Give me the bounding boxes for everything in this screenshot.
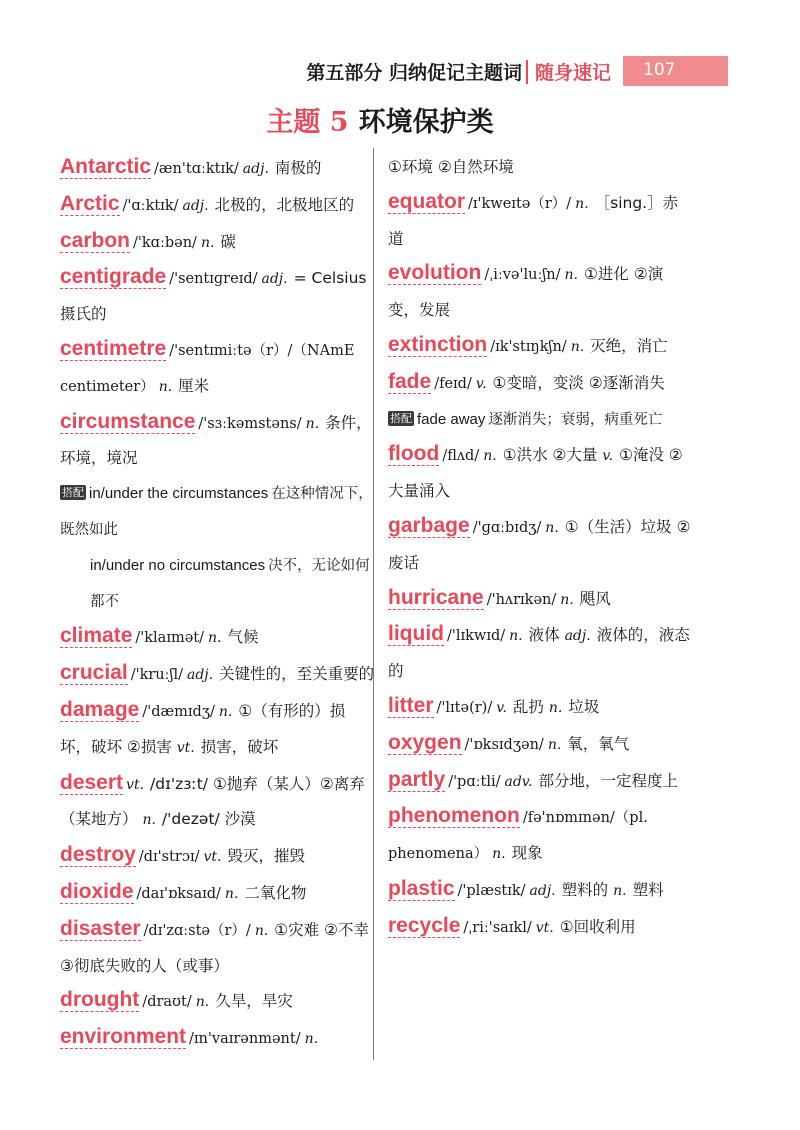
collocation-phrase: in/under the circumstances xyxy=(89,485,269,503)
vocab-entry xyxy=(388,872,693,909)
vocab-entry xyxy=(388,909,693,946)
part-of-speech: vt. xyxy=(535,919,554,936)
headword: centimetre xyxy=(60,336,167,360)
collocation-meaning: 决不，无论如何都不 xyxy=(90,557,370,610)
part-of-speech: adj. xyxy=(529,882,556,899)
pronunciation: /flʌd/ xyxy=(442,448,480,465)
collocation-phrase: fade away xyxy=(417,410,486,428)
part-of-speech: n. xyxy=(305,415,320,432)
pronunciation: /ɪn'vaɪrənmənt/ xyxy=(189,1031,301,1048)
part-of-speech: vt. xyxy=(126,776,145,793)
definition: 碳 xyxy=(220,232,236,251)
definition: /dɪ'zɜːt/ ①抛弃（某人）②离弃（某地方） xyxy=(60,774,365,829)
collocation-meaning: 在这种情况下，既然如此 xyxy=(60,486,373,538)
left-column xyxy=(60,150,375,1057)
definition: 飓风 xyxy=(579,589,611,608)
part-of-speech: n. xyxy=(575,195,589,212)
headword: litter xyxy=(388,693,434,717)
vocab-entry xyxy=(60,619,375,656)
definition: 液体 xyxy=(528,626,560,645)
pronunciation: /'ɑːktɪk/ xyxy=(122,197,179,214)
pronunciation: /'sentɪɡreɪd/ xyxy=(169,271,258,288)
vocab-entry xyxy=(60,656,375,693)
part-of-speech: adj. xyxy=(261,271,288,288)
definition: 南极的 xyxy=(274,159,322,177)
definition: 灭绝，消亡 xyxy=(590,336,668,355)
definition: 部分地，一定程度上 xyxy=(538,771,679,790)
headword: damage xyxy=(60,697,140,721)
topic-number: 主题 5 xyxy=(266,107,349,138)
pronunciation: /dɪ'strɔɪ/ xyxy=(138,849,200,866)
part-of-speech: n. xyxy=(254,922,269,939)
headword: dioxide xyxy=(60,879,134,903)
pronunciation: /'hʌrɪkən/ xyxy=(486,591,557,608)
vocab-entry xyxy=(388,509,693,581)
vocab-entry xyxy=(388,437,693,509)
vocab-entry xyxy=(60,983,375,1020)
part-of-speech: n. xyxy=(547,736,562,753)
right-column xyxy=(388,150,693,946)
definition: 毁灭，摧毁 xyxy=(227,847,306,866)
pronunciation: /'plæstɪk/ xyxy=(457,882,526,899)
headword: plastic xyxy=(388,876,455,900)
pronunciation: /'sentɪmiːtə（r）/（NAmE centimeter） xyxy=(60,342,355,395)
definition: 氧，氧气 xyxy=(567,734,630,753)
vocab-entry xyxy=(60,766,375,839)
headword: centigrade xyxy=(60,265,167,289)
headword: phenomenon xyxy=(388,804,520,828)
headword: partly xyxy=(388,767,446,791)
pronunciation: /'dæmɪdʒ/ xyxy=(142,703,215,720)
part-of-speech: n. xyxy=(509,628,523,645)
pronunciation: /feɪd/ xyxy=(434,375,472,392)
definition: ①灾难 ②不幸 ③彻底失败的人（或事） xyxy=(60,920,369,975)
part-of-speech: n. xyxy=(142,812,156,829)
part-of-speech: v. xyxy=(475,375,487,392)
definition: 垃圾 xyxy=(568,697,600,716)
part-of-speech: vt. xyxy=(176,739,195,756)
definition: 厘米 xyxy=(178,376,210,395)
pronunciation: /'klaɪmət/ xyxy=(135,630,204,647)
vocab-entry xyxy=(60,875,375,912)
definition: 二氧化物 xyxy=(244,883,307,902)
part-of-speech: n. xyxy=(218,703,233,720)
definition: 损害，破坏 xyxy=(200,737,279,756)
pronunciation: /'ɒksɪdʒən/ xyxy=(464,736,544,753)
pronunciation: /'lɪkwɪd/ xyxy=(447,628,506,645)
pronunciation: /æn'tɑːktɪk/ xyxy=(154,161,239,177)
header-separator xyxy=(526,60,528,84)
headword: fade xyxy=(388,369,432,393)
page-header xyxy=(0,56,800,88)
vocab-entry xyxy=(60,260,375,332)
part-of-speech: n. xyxy=(545,519,559,536)
vocab-entry xyxy=(60,224,375,261)
vocab-entry xyxy=(388,365,693,402)
definition: ①（生活）垃圾 ②废话 xyxy=(388,517,691,572)
definition: ①淹没 ②大量涌入 xyxy=(388,446,683,501)
headword: crucial xyxy=(60,661,128,685)
vocab-entry xyxy=(388,581,693,618)
part-of-speech: n. xyxy=(304,1031,319,1048)
definition: 塑料 xyxy=(632,880,664,899)
definition-continuation xyxy=(388,150,693,185)
vocab-entry xyxy=(60,693,375,766)
headword: environment xyxy=(60,1025,187,1049)
headword: evolution xyxy=(388,261,482,285)
part-of-speech: adv. xyxy=(504,773,533,790)
pronunciation: /'pɑːtli/ xyxy=(448,773,501,790)
definition: ①洪水 ②大量 xyxy=(502,446,598,465)
headword: climate xyxy=(60,624,133,648)
part-of-speech: n. xyxy=(564,267,578,284)
pronunciation: /'sɜːkəmstəns/ xyxy=(198,415,302,432)
collocation xyxy=(60,548,375,620)
headword: Antarctic xyxy=(60,155,152,178)
definition: 现象 xyxy=(511,844,543,863)
headword: Arctic xyxy=(60,191,120,215)
definition: /'dezət/ 沙漠 xyxy=(161,810,256,829)
part-of-speech: adj. xyxy=(182,197,209,214)
vocab-entry xyxy=(388,185,693,257)
part-of-speech: v. xyxy=(602,448,614,465)
definition: ①（有形的）损坏，破坏 ②损害 xyxy=(60,701,346,756)
part-of-speech: adj. xyxy=(564,628,591,645)
vocab-entry xyxy=(60,838,375,875)
part-of-speech: n. xyxy=(208,630,222,647)
pronunciation: /ɪk'stɪŋkʃn/ xyxy=(490,338,567,355)
pronunciation: /ɪ'kweɪtə（r）/ xyxy=(468,195,572,212)
vocab-entry xyxy=(388,617,693,689)
definition: 气候 xyxy=(227,628,259,647)
definition: 塑料的 xyxy=(561,880,609,899)
part-of-speech: adj. xyxy=(242,161,269,177)
pronunciation: /'lɪtə(r)/ xyxy=(436,699,493,716)
vocab-entry xyxy=(388,726,693,763)
definition: ［sing.］赤道 xyxy=(388,193,679,248)
part-of-speech: n. xyxy=(570,338,585,355)
definition: 乱扔 xyxy=(512,697,544,716)
definition: ①环境 ②自然环境 xyxy=(388,158,514,176)
pronunciation: /'kruːʃl/ xyxy=(130,667,183,684)
section-title: 第五部分 归纳促记主题词 xyxy=(306,62,522,84)
headword: liquid xyxy=(388,622,444,646)
headword: circumstance xyxy=(60,409,196,433)
collocation xyxy=(388,402,693,438)
pronunciation: /fə'nɒmɪnən/（pl. phenomena） xyxy=(388,810,648,863)
vocab-entry xyxy=(388,763,693,800)
part-of-speech: n. xyxy=(548,699,563,716)
headword: oxygen xyxy=(388,730,462,754)
pronunciation: /dɪ'zɑːstə（r）/ xyxy=(143,922,251,939)
topic-heading xyxy=(0,100,760,139)
headword: destroy xyxy=(60,843,136,867)
topic-title: 环境保护类 xyxy=(358,107,494,138)
part-of-speech: n. xyxy=(483,448,497,465)
page-number-box xyxy=(623,56,728,86)
part-of-speech: n. xyxy=(195,994,210,1011)
vocab-entry xyxy=(60,332,375,405)
headword: hurricane xyxy=(388,585,484,609)
vocab-entry xyxy=(388,689,693,726)
headword: extinction xyxy=(388,332,488,356)
part-of-speech: n. xyxy=(158,378,173,395)
definition: ①变暗，变淡 ②逐渐消失 xyxy=(492,373,665,392)
collocation xyxy=(60,476,375,548)
part-of-speech: v. xyxy=(496,699,507,716)
collocation-badge: 搭配 xyxy=(62,486,84,500)
pronunciation: /ˌriː'saɪkl/ xyxy=(463,919,532,936)
definition: 北极的，北极地区的 xyxy=(214,195,355,214)
part-of-speech: n. xyxy=(613,882,627,899)
pronunciation: /ˌiːvə'luːʃn/ xyxy=(484,267,561,284)
pronunciation: /daɪ'ɒksaɪd/ xyxy=(136,885,221,902)
part-of-speech: n. xyxy=(224,885,239,902)
page-number: 107 xyxy=(643,60,676,80)
vocab-entry xyxy=(60,187,375,224)
part-of-speech: n. xyxy=(560,591,574,608)
definition: ①回收利用 xyxy=(559,917,636,936)
definition: = Celsius 摄氏的 xyxy=(60,269,367,324)
part-of-speech: vt. xyxy=(203,849,222,866)
definition: 条件，环境，境况 xyxy=(60,413,372,468)
part-of-speech: n. xyxy=(492,846,506,863)
vocab-entry xyxy=(60,405,375,477)
headword: equator xyxy=(388,189,466,213)
vocab-entry xyxy=(388,256,693,328)
definition: 液体的，液态的 xyxy=(388,626,690,681)
pronunciation: /'ɡɑːbɪdʒ/ xyxy=(472,519,542,536)
headword: desert xyxy=(60,770,124,794)
pronunciation: /'kɑːbən/ xyxy=(133,234,197,251)
collocation-badge: 搭配 xyxy=(390,411,412,425)
collocation-meaning: 逐渐消失；衰弱，病重死亡 xyxy=(488,411,663,428)
vocab-entry xyxy=(388,328,693,365)
definition: ①进化 ②演变，发展 xyxy=(388,265,664,320)
vocab-entry xyxy=(60,912,375,984)
headword: disaster xyxy=(60,916,141,940)
collocation-phrase: in/under no circumstances xyxy=(90,556,266,574)
part-of-speech: n. xyxy=(200,234,215,251)
headword: garbage xyxy=(388,513,470,537)
pronunciation: /draʊt/ xyxy=(142,994,192,1011)
vocab-entry xyxy=(388,799,693,872)
definition: 关键性的，至关重要的 xyxy=(219,665,375,684)
headword: recycle xyxy=(388,913,461,937)
headword: drought xyxy=(60,988,140,1012)
headword: flood xyxy=(388,442,440,466)
headword: carbon xyxy=(60,228,131,252)
part-of-speech: adj. xyxy=(187,667,214,684)
header-tag: 随身速记 xyxy=(535,62,612,84)
definition: 久旱，旱灾 xyxy=(215,992,293,1011)
vocab-entry xyxy=(60,150,375,187)
vocab-entry xyxy=(60,1020,375,1057)
